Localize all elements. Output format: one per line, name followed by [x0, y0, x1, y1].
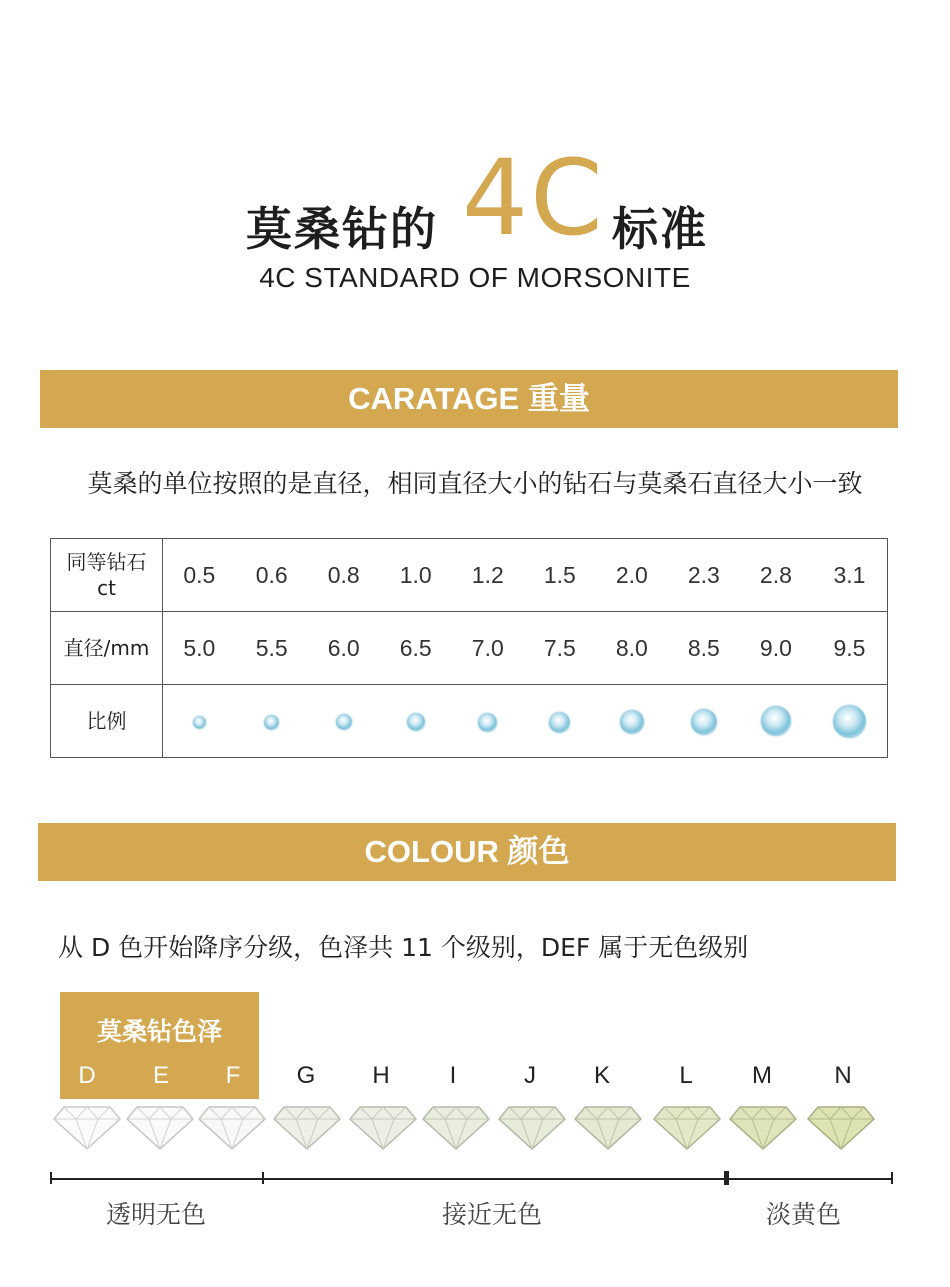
diamond-icon [652, 1103, 722, 1151]
gem-cell [380, 685, 452, 758]
table-row-ct [51, 539, 888, 612]
ct-value: 2.3 [668, 539, 740, 612]
title-4c: 4C [462, 137, 605, 259]
ct-value: 1.5 [524, 539, 596, 612]
gem-cell [596, 685, 668, 758]
table-row-scale [51, 685, 888, 758]
gem-icon [833, 705, 866, 738]
diamond-icon [497, 1103, 567, 1151]
scale-tick [50, 1172, 52, 1184]
gem-icon [336, 714, 352, 730]
diamond-icon [573, 1103, 643, 1151]
diameter-value: 5.0 [163, 612, 236, 685]
title-left: 莫桑钻的 [246, 202, 438, 256]
ct-value: 0.8 [308, 539, 380, 612]
moissanite-colour-title: 莫桑钻色泽 [96, 1017, 222, 1046]
row-label-diameter: 直径/mm [51, 612, 163, 685]
gem-icon [264, 715, 279, 730]
table-row-diameter [51, 612, 888, 685]
row-label-ct-line2: ct [97, 576, 116, 600]
grade-label: I [449, 1062, 457, 1089]
scale-tick [262, 1172, 264, 1184]
grade-label: J [524, 1062, 536, 1089]
gem-cell [452, 685, 524, 758]
gem-cell [163, 685, 236, 758]
ct-value: 1.0 [380, 539, 452, 612]
colour-description: 从 D 色开始降序分级，色泽共 11 个级别，DEF 属于无色级别 [58, 933, 749, 962]
title-right: 标准 [612, 202, 708, 256]
gem-icon [691, 709, 717, 735]
grade-label: K [593, 1062, 610, 1089]
diameter-value: 8.5 [668, 612, 740, 685]
ct-value: 0.6 [236, 539, 308, 612]
diameter-value: 7.0 [452, 612, 524, 685]
ct-value: 2.0 [596, 539, 668, 612]
gem-cell [236, 685, 308, 758]
diamond-icon [197, 1103, 267, 1151]
diameter-value: 9.5 [812, 612, 888, 685]
diamond-icon [728, 1103, 798, 1151]
gem-cell [668, 685, 740, 758]
row-label-ct-line1: 同等钻石 [66, 550, 147, 574]
scale-tick [891, 1172, 893, 1184]
diamond-icon [348, 1103, 418, 1151]
grade-scale-line [50, 1178, 893, 1180]
grade-label: D [78, 1062, 96, 1089]
gem-icon [478, 713, 497, 732]
diamond-icon [421, 1103, 491, 1151]
gem-icon [761, 706, 791, 736]
row-label-scale: 比例 [51, 685, 163, 758]
diameter-value: 6.5 [380, 612, 452, 685]
grade-label: N [834, 1062, 852, 1089]
colour-band: COLOUR 颜色 [38, 823, 896, 881]
gem-icon [620, 710, 644, 734]
diamond-icon [52, 1103, 122, 1151]
gem-cell [812, 685, 888, 758]
ct-value: 1.2 [452, 539, 524, 612]
scale-tick [724, 1171, 729, 1185]
grade-label: F [225, 1062, 241, 1089]
group-label-colorless: 透明无色 [106, 1200, 207, 1229]
caratage-description: 莫桑的单位按照的是直径，相同直径大小的钻石与莫桑石直径大小一致 [87, 469, 863, 498]
diameter-value: 6.0 [308, 612, 380, 685]
diameter-value: 8.0 [596, 612, 668, 685]
diameter-value: 9.0 [740, 612, 812, 685]
gem-cell [308, 685, 380, 758]
grade-label: L [679, 1062, 693, 1089]
caratage-table [50, 538, 888, 758]
grade-label: E [152, 1062, 169, 1089]
gem-icon [193, 716, 206, 729]
group-label-near-colorless: 接近无色 [442, 1200, 543, 1229]
diameter-value: 5.5 [236, 612, 308, 685]
grade-label: M [752, 1062, 772, 1089]
gem-cell [524, 685, 596, 758]
diameter-value: 7.5 [524, 612, 596, 685]
diamond-icon [125, 1103, 195, 1151]
ct-value: 3.1 [812, 539, 888, 612]
gem-icon [549, 712, 570, 733]
group-label-faint-yellow: 淡黄色 [766, 1200, 842, 1229]
grade-label: H [372, 1062, 390, 1089]
page-title [0, 137, 950, 259]
grade-label: G [296, 1062, 316, 1089]
row-label-ct [51, 539, 163, 612]
caratage-band: CARATAGE 重量 [40, 370, 898, 428]
diamond-icon [272, 1103, 342, 1151]
subtitle: 4C STANDARD OF MORSONITE [259, 262, 691, 293]
ct-value: 2.8 [740, 539, 812, 612]
gem-cell [740, 685, 812, 758]
gem-icon [407, 713, 425, 731]
diamond-icon [806, 1103, 876, 1151]
ct-value: 0.5 [163, 539, 236, 612]
